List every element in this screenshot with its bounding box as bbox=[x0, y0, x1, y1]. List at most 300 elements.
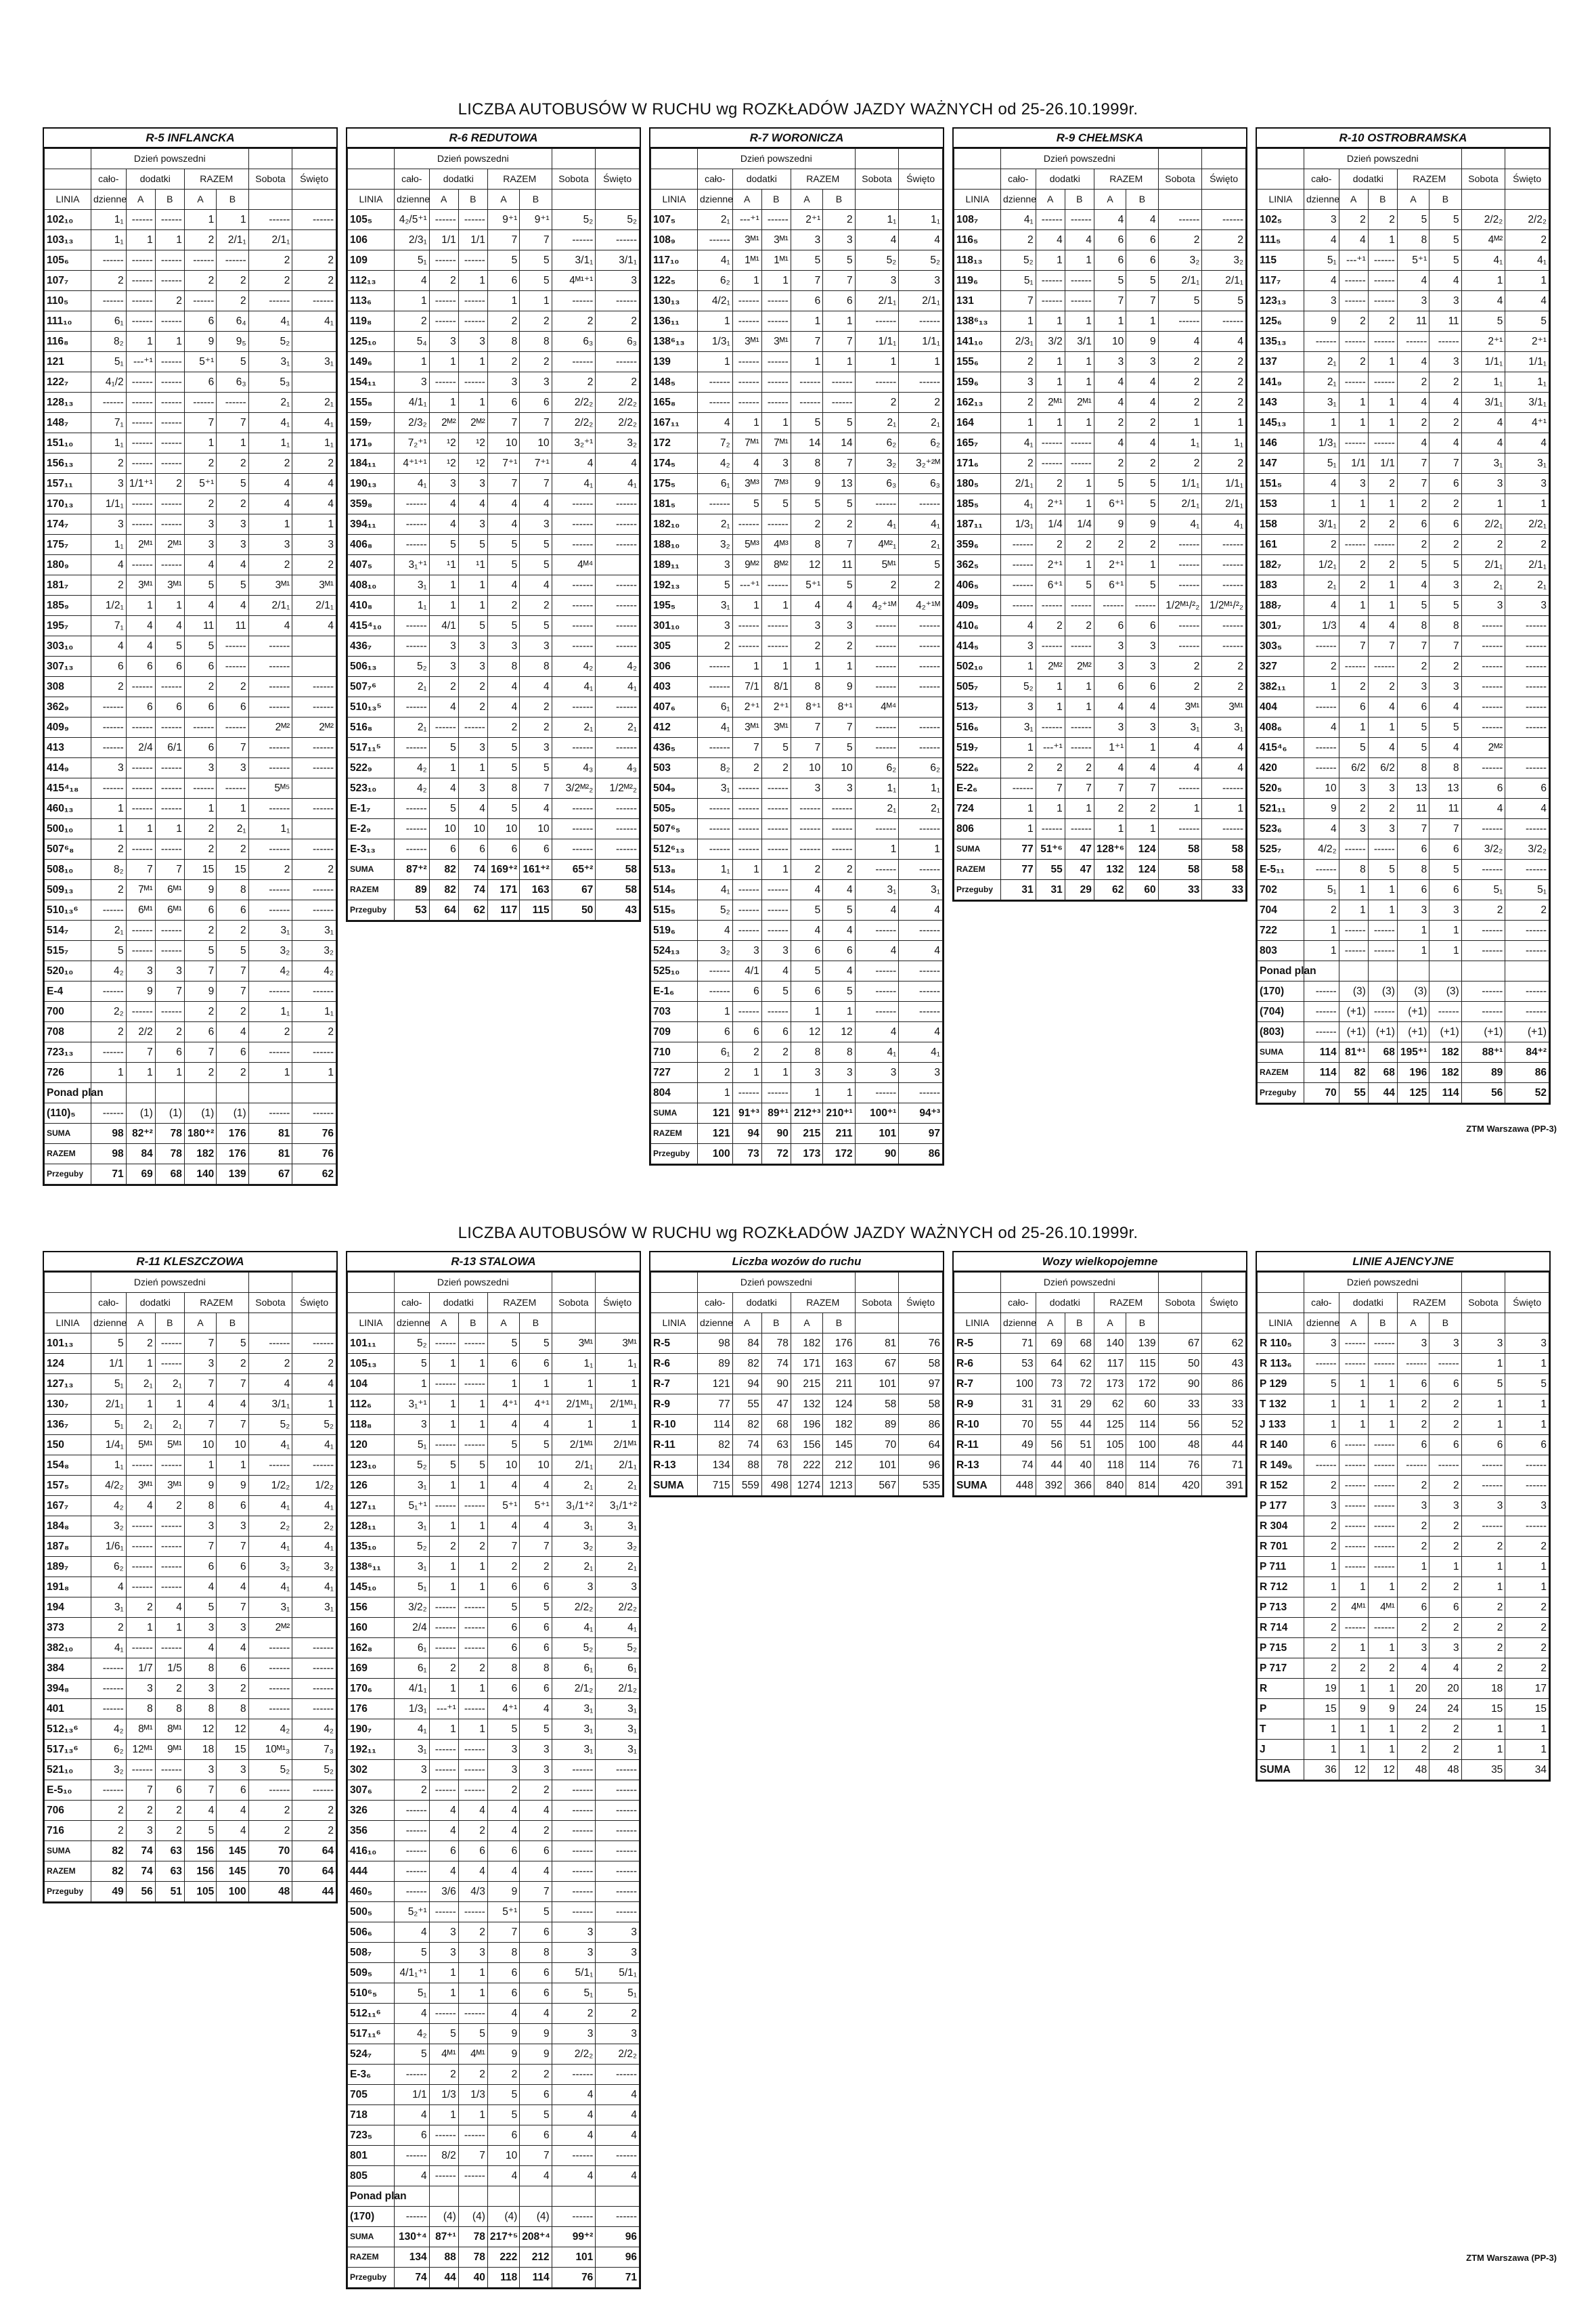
value-cell: 5 bbox=[1126, 271, 1158, 291]
value-cell: 8 bbox=[1429, 758, 1461, 778]
value-cell: 1/1 bbox=[429, 230, 458, 250]
line-number: SUMA bbox=[651, 1476, 698, 1496]
value-cell: 5 bbox=[217, 352, 248, 372]
value-cell: 4 bbox=[429, 1821, 458, 1841]
value-cell: 7 bbox=[520, 1537, 552, 1557]
value-cell: 4 bbox=[596, 2085, 640, 2105]
line-number: 307₁₃ bbox=[45, 657, 91, 677]
value-cell: 7 bbox=[217, 982, 248, 1002]
value-cell: 7 bbox=[126, 1780, 155, 1801]
value-cell: 2ᴹ² bbox=[248, 718, 292, 738]
value-cell: 84 bbox=[732, 1333, 761, 1354]
header-swieto: Święto bbox=[292, 169, 336, 190]
value-cell: 1 bbox=[184, 433, 216, 454]
value-cell: 3/1 bbox=[1065, 332, 1094, 352]
value-cell: ------ bbox=[217, 718, 248, 738]
summary-value: 89 bbox=[1461, 1063, 1505, 1083]
value-cell: ------ bbox=[126, 514, 155, 535]
value-cell: ------ bbox=[248, 1333, 292, 1354]
line-number: 522₆ bbox=[954, 758, 1001, 778]
value-cell: ------ bbox=[855, 819, 899, 839]
value-cell: 12 bbox=[217, 1719, 248, 1740]
value-cell: 2 bbox=[1126, 799, 1158, 819]
value-cell: 1 bbox=[458, 393, 487, 413]
header-a: A bbox=[1036, 1313, 1065, 1333]
table-row bbox=[45, 514, 336, 535]
table-row bbox=[45, 1103, 336, 1124]
line-number: R-10 bbox=[954, 1415, 1001, 1435]
value-cell: ------ bbox=[761, 291, 791, 311]
table-row bbox=[954, 494, 1246, 514]
value-cell: 5 bbox=[184, 941, 216, 961]
value-cell: 3 bbox=[1397, 900, 1429, 921]
value-cell: ------ bbox=[429, 210, 458, 230]
value-cell: 6 bbox=[155, 1042, 184, 1063]
value-cell: 8 bbox=[1397, 230, 1429, 250]
value-cell: 1₁ bbox=[596, 1354, 640, 1374]
value-cell: ------ bbox=[155, 1354, 184, 1374]
value-cell: ------ bbox=[248, 1103, 292, 1124]
value-cell: ------ bbox=[126, 291, 155, 311]
table-row bbox=[348, 1679, 640, 1699]
value-cell: ------ bbox=[1339, 1557, 1368, 1577]
value-cell: 3 bbox=[697, 616, 732, 636]
value-cell: 2 bbox=[1397, 494, 1429, 514]
value-cell: 1 bbox=[761, 271, 791, 291]
line-number: 176 bbox=[348, 1699, 395, 1719]
value-cell: 1/2₁ bbox=[1304, 555, 1339, 575]
table-row bbox=[45, 839, 336, 860]
value-cell: 6 bbox=[1429, 1435, 1461, 1455]
value-cell: ¹1 bbox=[429, 555, 458, 575]
value-cell: 5₁ bbox=[1304, 250, 1339, 271]
value-cell: ------ bbox=[126, 1577, 155, 1597]
value-cell: 2 bbox=[184, 839, 216, 860]
value-cell: 7 bbox=[1397, 819, 1429, 839]
value-cell: 1/2ᴹ²₂ bbox=[596, 778, 640, 799]
value-cell: 6ᴹ¹ bbox=[126, 900, 155, 921]
value-cell: 47 bbox=[761, 1394, 791, 1415]
header-spacer bbox=[954, 1273, 1001, 1293]
value-cell: 3 bbox=[458, 474, 487, 494]
value-cell: ------ bbox=[899, 1002, 943, 1022]
value-cell: 2 bbox=[520, 1780, 552, 1801]
value-cell: ------ bbox=[552, 2065, 596, 2085]
value-cell: 3ᴹ¹ bbox=[732, 332, 761, 352]
value-cell: 5 bbox=[761, 494, 791, 514]
value-cell: ------ bbox=[697, 494, 732, 514]
value-cell: 4 bbox=[91, 636, 126, 657]
value-cell: 5 bbox=[1429, 230, 1461, 250]
value-cell: ------ bbox=[1202, 616, 1246, 636]
value-cell: ------ bbox=[394, 819, 429, 839]
value-cell: 3 bbox=[458, 332, 487, 352]
value-cell: ------ bbox=[1461, 677, 1505, 697]
table-row bbox=[45, 636, 336, 657]
value-cell: 2 bbox=[184, 819, 216, 839]
value-cell: 4 bbox=[292, 474, 336, 494]
value-cell: ------ bbox=[394, 1821, 429, 1841]
value-cell: ------ bbox=[1505, 657, 1549, 677]
table-row bbox=[45, 474, 336, 494]
header-b: B bbox=[761, 190, 791, 210]
value-cell: ------ bbox=[292, 799, 336, 819]
value-cell: 4⁺¹ bbox=[487, 1394, 519, 1415]
line-number: 724 bbox=[954, 799, 1001, 819]
value-cell: ------ bbox=[91, 1679, 126, 1699]
value-cell: 6₁ bbox=[91, 311, 126, 332]
value-cell: 6 bbox=[217, 1658, 248, 1679]
summary-value: 74 bbox=[458, 860, 487, 880]
value-cell: 1 bbox=[1036, 311, 1065, 332]
value-cell: 2 bbox=[761, 1042, 791, 1063]
value-cell: 6 bbox=[1126, 616, 1158, 636]
table-row bbox=[1258, 961, 1549, 982]
value-cell: ------ bbox=[91, 738, 126, 758]
value-cell: 1₁ bbox=[91, 433, 126, 454]
value-cell: 1 bbox=[1368, 1394, 1397, 1415]
value-cell: 7 bbox=[184, 1780, 216, 1801]
line-number: 716 bbox=[45, 1821, 91, 1841]
value-cell: 8 bbox=[791, 535, 822, 555]
value-cell: 1 bbox=[1505, 1740, 1549, 1760]
value-cell: 2ᴹ¹ bbox=[155, 535, 184, 555]
value-cell: 70 bbox=[855, 1435, 899, 1455]
table-block bbox=[649, 1251, 944, 1497]
table-row bbox=[348, 494, 640, 514]
value-cell: 3₁ bbox=[1304, 393, 1339, 413]
value-cell: 2₁ bbox=[697, 514, 732, 535]
value-cell: 64 bbox=[1036, 1354, 1065, 1374]
value-cell: 4 bbox=[394, 2105, 429, 2125]
table-row bbox=[45, 1394, 336, 1415]
table-row bbox=[1258, 210, 1549, 230]
value-cell: ------ bbox=[91, 697, 126, 718]
line-number: 415⁴₁₀ bbox=[348, 616, 395, 636]
value-cell: 1 bbox=[126, 230, 155, 250]
line-number: P 177 bbox=[1258, 1496, 1304, 1516]
header-row-groups bbox=[348, 169, 640, 190]
table-row bbox=[348, 555, 640, 575]
value-cell: 211 bbox=[823, 1374, 855, 1394]
value-cell: 3₁ bbox=[855, 880, 899, 900]
value-cell: ------ bbox=[155, 393, 184, 413]
value-cell: 4 bbox=[394, 2166, 429, 2186]
header-linia: LINIA bbox=[651, 1313, 698, 1333]
header-swieto: Święto bbox=[1505, 1293, 1549, 1313]
value-cell: 7 bbox=[217, 1415, 248, 1435]
table-row bbox=[954, 372, 1246, 393]
value-cell: ------ bbox=[458, 2125, 487, 2146]
value-cell: 4₁ bbox=[1461, 250, 1505, 271]
value-cell: ------ bbox=[552, 697, 596, 718]
summary-value: 94 bbox=[732, 1124, 761, 1144]
summary-value: 82⁺² bbox=[126, 1124, 155, 1144]
value-cell: 4 bbox=[217, 1022, 248, 1042]
value-cell: 6₁ bbox=[552, 1658, 596, 1679]
value-cell: 5₂ bbox=[596, 1638, 640, 1658]
value-cell bbox=[487, 2186, 519, 2207]
value-cell: 2/2₂ bbox=[596, 1597, 640, 1618]
value-cell: ------ bbox=[458, 1333, 487, 1354]
table-row bbox=[1258, 758, 1549, 778]
table-row bbox=[348, 1699, 640, 1719]
value-cell: 15 bbox=[184, 860, 216, 880]
header-a: A bbox=[1094, 190, 1126, 210]
value-cell: 3 bbox=[855, 271, 899, 291]
value-cell bbox=[292, 778, 336, 799]
value-cell: 5 bbox=[697, 575, 732, 596]
value-cell: 5₁ bbox=[91, 1415, 126, 1435]
value-cell: ------ bbox=[552, 839, 596, 860]
value-cell: 5 bbox=[520, 535, 552, 555]
value-cell: 6 bbox=[1429, 880, 1461, 900]
value-cell: ------ bbox=[91, 1103, 126, 1124]
line-number: 726 bbox=[45, 1063, 91, 1083]
value-cell: 2 bbox=[1461, 1618, 1505, 1638]
table-row bbox=[1258, 1394, 1549, 1415]
header-b: B bbox=[1429, 190, 1461, 210]
value-cell: 3 bbox=[1304, 1333, 1339, 1354]
table-row bbox=[1258, 880, 1549, 900]
value-cell: 1 bbox=[126, 1618, 155, 1638]
value-cell: 1 bbox=[899, 839, 943, 860]
value-cell: ------ bbox=[552, 1760, 596, 1780]
value-cell: 5₁ bbox=[394, 1983, 429, 2004]
value-cell: 4 bbox=[899, 230, 943, 250]
line-number: 135₁₀ bbox=[348, 1537, 395, 1557]
header-b: B bbox=[155, 190, 184, 210]
summary-value: 132 bbox=[1094, 860, 1126, 880]
line-number: 519₆ bbox=[651, 921, 698, 941]
value-cell: 2 bbox=[1397, 1740, 1429, 1760]
value-cell: ------ bbox=[248, 982, 292, 1002]
value-cell: 5₂ bbox=[1000, 677, 1036, 697]
table-row bbox=[1258, 1496, 1549, 1516]
value-cell: 1₁ bbox=[1505, 372, 1549, 393]
table-row bbox=[651, 961, 943, 982]
value-cell: 4₂ bbox=[292, 1719, 336, 1740]
line-number: 181₅ bbox=[651, 494, 698, 514]
line-number: 124 bbox=[45, 1354, 91, 1374]
value-cell: 121 bbox=[697, 1374, 732, 1394]
value-cell: 97 bbox=[899, 1374, 943, 1394]
table-row bbox=[651, 1455, 943, 1476]
value-cell: 6 bbox=[1429, 514, 1461, 535]
value-cell: 2 bbox=[697, 636, 732, 657]
table-row bbox=[1258, 474, 1549, 494]
value-cell: 2 bbox=[552, 372, 596, 393]
table-row bbox=[348, 2044, 640, 2065]
value-cell: 10 bbox=[520, 433, 552, 454]
value-cell: 1 bbox=[458, 758, 487, 778]
table-block bbox=[952, 127, 1247, 902]
table-row bbox=[651, 982, 943, 1002]
table-row bbox=[348, 413, 640, 433]
line-number: 505₇ bbox=[954, 677, 1001, 697]
value-cell: 7 bbox=[520, 1882, 552, 1902]
summary-value: 63 bbox=[155, 1841, 184, 1861]
value-cell: ------ bbox=[1304, 1022, 1339, 1042]
header-spacer bbox=[1505, 149, 1549, 169]
value-cell: 4₁ bbox=[855, 1042, 899, 1063]
value-cell: 2 bbox=[1368, 799, 1397, 819]
value-cell: 12ᴹ¹ bbox=[126, 1740, 155, 1760]
header-spacer bbox=[1505, 1273, 1549, 1293]
line-number: 727 bbox=[651, 1063, 698, 1083]
value-cell: ------ bbox=[155, 778, 184, 799]
value-cell: 5₂ bbox=[292, 1415, 336, 1435]
value-cell: 6 bbox=[155, 657, 184, 677]
header-a: A bbox=[1339, 1313, 1368, 1333]
value-cell: 2₁ bbox=[248, 393, 292, 413]
value-cell: 3 bbox=[458, 636, 487, 657]
value-cell: 2/4 bbox=[126, 738, 155, 758]
table-row bbox=[651, 535, 943, 555]
value-cell: 6 bbox=[791, 982, 822, 1002]
value-cell: 1 bbox=[91, 799, 126, 819]
value-cell: 1 bbox=[1065, 555, 1094, 575]
value-cell: 4ᴹ² bbox=[1461, 230, 1505, 250]
value-cell: ------ bbox=[1202, 535, 1246, 555]
value-cell: 5₂ bbox=[1000, 250, 1036, 271]
header-spacer bbox=[248, 190, 292, 210]
value-cell: 4⁺¹ bbox=[1505, 413, 1549, 433]
value-cell: ------ bbox=[394, 738, 429, 758]
line-number: 116₈ bbox=[45, 332, 91, 352]
value-cell: 1 bbox=[732, 657, 761, 677]
value-cell: 8 bbox=[823, 1042, 855, 1063]
value-cell: 3 bbox=[1461, 1333, 1505, 1354]
summary-value: 67 bbox=[552, 880, 596, 900]
value-cell: ------ bbox=[1368, 1618, 1397, 1638]
value-cell: ------ bbox=[394, 1801, 429, 1821]
value-cell: 1/3 bbox=[1304, 616, 1339, 636]
header-swieto: Święto bbox=[1202, 1293, 1246, 1313]
value-cell: 4 bbox=[1304, 230, 1339, 250]
value-cell: 4₁ bbox=[697, 880, 732, 900]
value-cell: 3 bbox=[1339, 778, 1368, 799]
value-cell: ------ bbox=[1158, 311, 1202, 332]
value-cell: 100 bbox=[1126, 1435, 1158, 1455]
value-cell: 10 bbox=[791, 758, 822, 778]
value-cell: ------ bbox=[292, 1103, 336, 1124]
header-spacer bbox=[1461, 190, 1505, 210]
value-cell: ------ bbox=[429, 1496, 458, 1516]
value-cell: 2/2₂ bbox=[552, 1597, 596, 1618]
header-row-groups bbox=[651, 169, 943, 190]
value-cell: 4 bbox=[899, 1022, 943, 1042]
value-cell: 10 bbox=[487, 2146, 519, 2166]
line-number: R-6 bbox=[954, 1354, 1001, 1374]
table-row bbox=[651, 291, 943, 311]
value-cell: 5ᴹ⁵ bbox=[248, 778, 292, 799]
summary-value: 156 bbox=[184, 1861, 216, 1882]
summary-value: 125 bbox=[1397, 1083, 1429, 1103]
line-number: 514₅ bbox=[651, 880, 698, 900]
value-cell: 3 bbox=[596, 1577, 640, 1597]
value-cell: 1/5 bbox=[155, 1658, 184, 1679]
value-cell: 5 bbox=[520, 1597, 552, 1618]
header-razem: RAZEM bbox=[487, 169, 552, 190]
summary-value: 56 bbox=[126, 1882, 155, 1902]
value-cell: 3₁ bbox=[1505, 454, 1549, 474]
table-row bbox=[954, 393, 1246, 413]
header-row-day bbox=[954, 149, 1246, 169]
table-row bbox=[1258, 1679, 1549, 1699]
value-cell: 6⁺¹ bbox=[1036, 575, 1065, 596]
value-cell: 4ᴹ⁴ bbox=[552, 555, 596, 575]
value-cell: 3₁ bbox=[552, 1719, 596, 1740]
value-cell: ------ bbox=[91, 250, 126, 271]
table-row bbox=[651, 1022, 943, 1042]
table-row bbox=[348, 474, 640, 494]
value-cell: 1 bbox=[732, 860, 761, 880]
value-cell: 7 bbox=[155, 860, 184, 880]
value-cell: 4 bbox=[1126, 433, 1158, 454]
value-cell: ------ bbox=[292, 677, 336, 697]
line-number: 521₁₀ bbox=[45, 1760, 91, 1780]
value-cell: ------ bbox=[429, 311, 458, 332]
value-cell: 3 bbox=[458, 778, 487, 799]
value-cell: 1/3₁ bbox=[394, 1699, 429, 1719]
table-row bbox=[45, 1780, 336, 1801]
value-cell: 6₃ bbox=[596, 332, 640, 352]
summary-label: RAZEM bbox=[45, 1861, 91, 1882]
value-cell: ------ bbox=[429, 1780, 458, 1801]
summary-value: 71 bbox=[91, 1164, 126, 1185]
value-cell: 3₂ bbox=[697, 535, 732, 555]
line-number: 394₈ bbox=[45, 1679, 91, 1699]
value-cell: 6 bbox=[1397, 514, 1429, 535]
value-cell: 3₂ bbox=[697, 941, 732, 961]
value-cell: 3 bbox=[1397, 677, 1429, 697]
value-cell: 48 bbox=[1158, 1435, 1202, 1455]
value-cell: 2 bbox=[155, 1679, 184, 1699]
table-row bbox=[348, 1618, 640, 1638]
header-swieto: Święto bbox=[596, 1293, 640, 1313]
table-row bbox=[651, 514, 943, 535]
value-cell: 3ᴹ³ bbox=[732, 474, 761, 494]
value-cell: 11 bbox=[1429, 799, 1461, 819]
sheet-2-footer: ZTM Warszawa (PP-3) bbox=[1466, 2253, 1557, 2263]
value-cell: 10 bbox=[217, 1435, 248, 1455]
value-cell: 2/1₁ bbox=[248, 230, 292, 250]
value-cell: 2₁ bbox=[899, 535, 943, 555]
value-cell: 1 bbox=[1368, 1740, 1397, 1760]
value-cell: ------ bbox=[552, 636, 596, 657]
table-row bbox=[1258, 1557, 1549, 1577]
header-b: B bbox=[520, 1313, 552, 1333]
value-cell: 4 bbox=[1065, 230, 1094, 250]
summary-value: 90 bbox=[855, 1144, 899, 1164]
value-cell: ------ bbox=[823, 819, 855, 839]
summary-value: 101 bbox=[552, 2247, 596, 2268]
value-cell: ------ bbox=[155, 799, 184, 819]
value-cell: 1 bbox=[1036, 799, 1065, 819]
value-cell: 15 bbox=[217, 860, 248, 880]
value-cell: ------ bbox=[697, 230, 732, 250]
value-cell: 2 bbox=[1397, 1618, 1429, 1638]
value-cell: 5 bbox=[487, 2085, 519, 2105]
value-cell: 1 bbox=[1304, 677, 1339, 697]
value-cell: 7 bbox=[520, 2146, 552, 2166]
value-cell: 5₂ bbox=[552, 1638, 596, 1658]
header-spacer bbox=[954, 169, 1001, 190]
value-cell: 7 bbox=[791, 271, 822, 291]
value-cell: 2 bbox=[1202, 677, 1246, 697]
value-cell: 4 bbox=[487, 1415, 519, 1435]
